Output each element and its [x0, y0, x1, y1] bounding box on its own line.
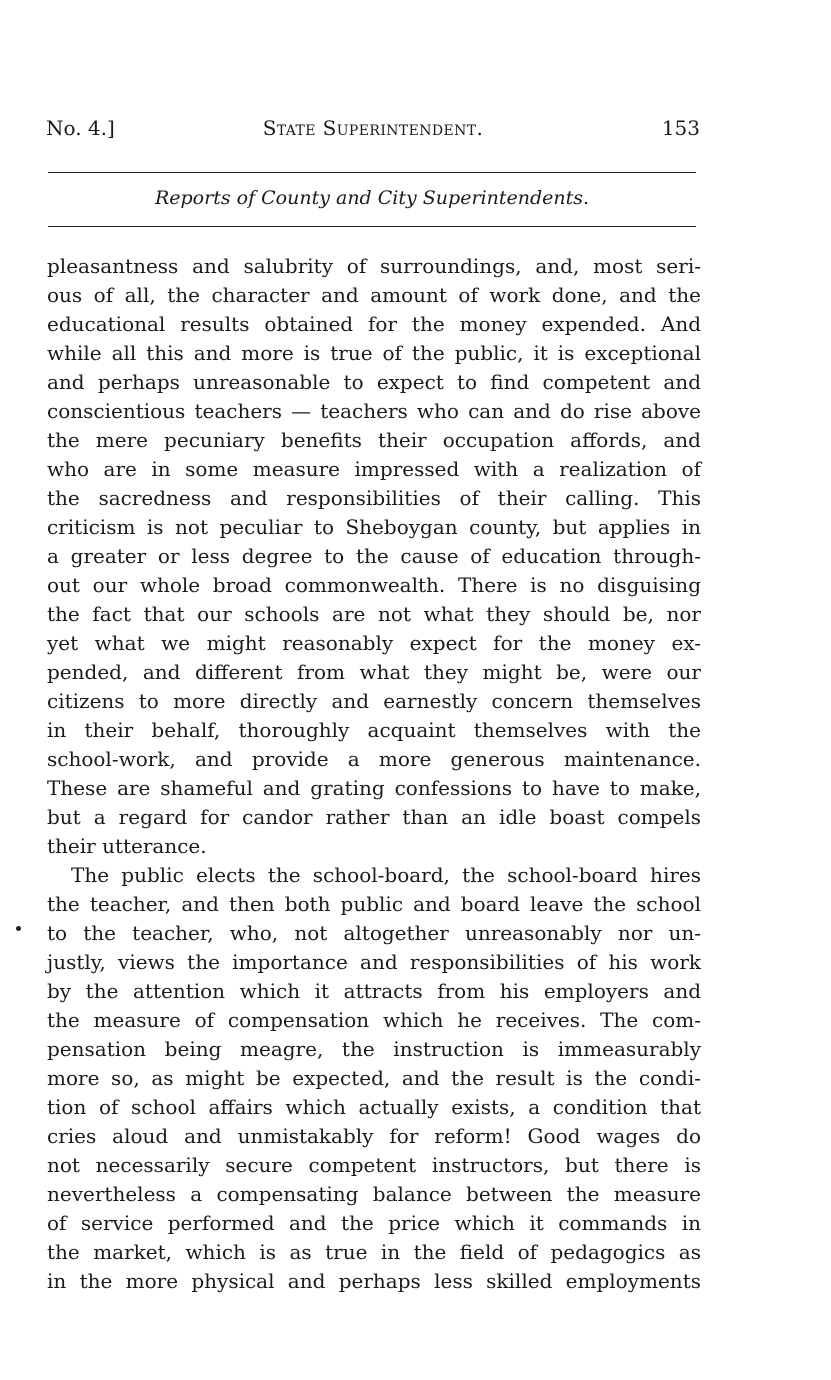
text-line: in their behalf, thoroughly acquaint themselves with the: [47, 718, 701, 742]
text-line: the teacher, and then both public and board leave the school: [47, 892, 701, 916]
text-line: educational results obtained for the money expended. And: [47, 312, 701, 336]
text-line: the fact that our schools are not what they should be, nor: [47, 602, 701, 626]
text-line: but a regard for candor rather than an idle boast compels: [47, 805, 701, 829]
text-line: the market, which is as true in the field of pedagogics as: [47, 1240, 701, 1264]
text-line: nevertheless a compensating balance between the measure: [47, 1182, 701, 1206]
running-title: State Superintendent.: [262, 116, 484, 140]
page-number: 153: [661, 116, 700, 140]
text-line: criticism is not peculiar to Sheboygan county, but applies in: [47, 515, 701, 539]
text-line: yet what we might reasonably expect for the money ex-: [47, 631, 701, 655]
text-line: cries aloud and unmistakably for reform! Good wages do: [47, 1124, 701, 1148]
header-rule-top: [48, 172, 696, 173]
text-line: The public elects the school-board, the school-board hires: [71, 863, 701, 887]
text-line: the sacredness and responsibilities of their calling. This: [47, 486, 701, 510]
body-text: [47, 252, 701, 1296]
text-line: by the attention which it attracts from his employers and: [47, 979, 701, 1003]
text-line: more so, as might be expected, and the result is the condi-: [47, 1066, 701, 1090]
text-line: who are in some measure impressed with a realization of: [47, 457, 701, 481]
text-line: pleasantness and salubrity of surroundings, and, most seri-: [47, 254, 701, 278]
margin-dot: [16, 926, 21, 931]
text-line: to the teacher, who, not altogether unreasonably nor un-: [47, 921, 701, 945]
text-line: their utterance.: [47, 834, 207, 858]
text-line: a greater or less degree to the cause of education through-: [47, 544, 701, 568]
text-line: pended, and different from what they might be, were our: [47, 660, 701, 684]
text-line: and perhaps unreasonable to expect to find competent and: [47, 370, 701, 394]
issue-number: No. 4.]: [46, 116, 115, 140]
page-header: [46, 114, 700, 142]
text-line: the measure of compensation which he receives. The com-: [47, 1008, 701, 1032]
text-line: while all this and more is true of the public, it is exceptional: [47, 341, 701, 365]
text-line: justly, views the importance and responsibilities of his work: [47, 950, 701, 974]
section-heading: Reports of County and City Superintendents.: [154, 187, 590, 209]
text-line: tion of school affairs which actually exists, a condition that: [47, 1095, 701, 1119]
text-line: of service performed and the price which it commands in: [47, 1211, 701, 1235]
text-line: ous of all, the character and amount of work done, and the: [47, 283, 701, 307]
text-line: school-work, and provide a more generous maintenance.: [47, 747, 701, 771]
text-line: not necessarily secure competent instructors, but there is: [47, 1153, 701, 1177]
text-line: conscientious teachers — teachers who can and do rise above: [47, 399, 701, 423]
text-line: out our whole broad commonwealth. There is no disguising: [47, 573, 701, 597]
text-line: pensation being meagre, the instruction is immeasurably: [47, 1037, 701, 1061]
text-line: These are shameful and grating confessions to have to make,: [47, 776, 701, 800]
text-line: in the more physical and perhaps less skilled employments: [47, 1269, 701, 1293]
text-line: the mere pecuniary benefits their occupation affords, and: [47, 428, 701, 452]
header-rule-bottom: [48, 226, 696, 227]
text-line: citizens to more directly and earnestly concern themselves: [47, 689, 701, 713]
